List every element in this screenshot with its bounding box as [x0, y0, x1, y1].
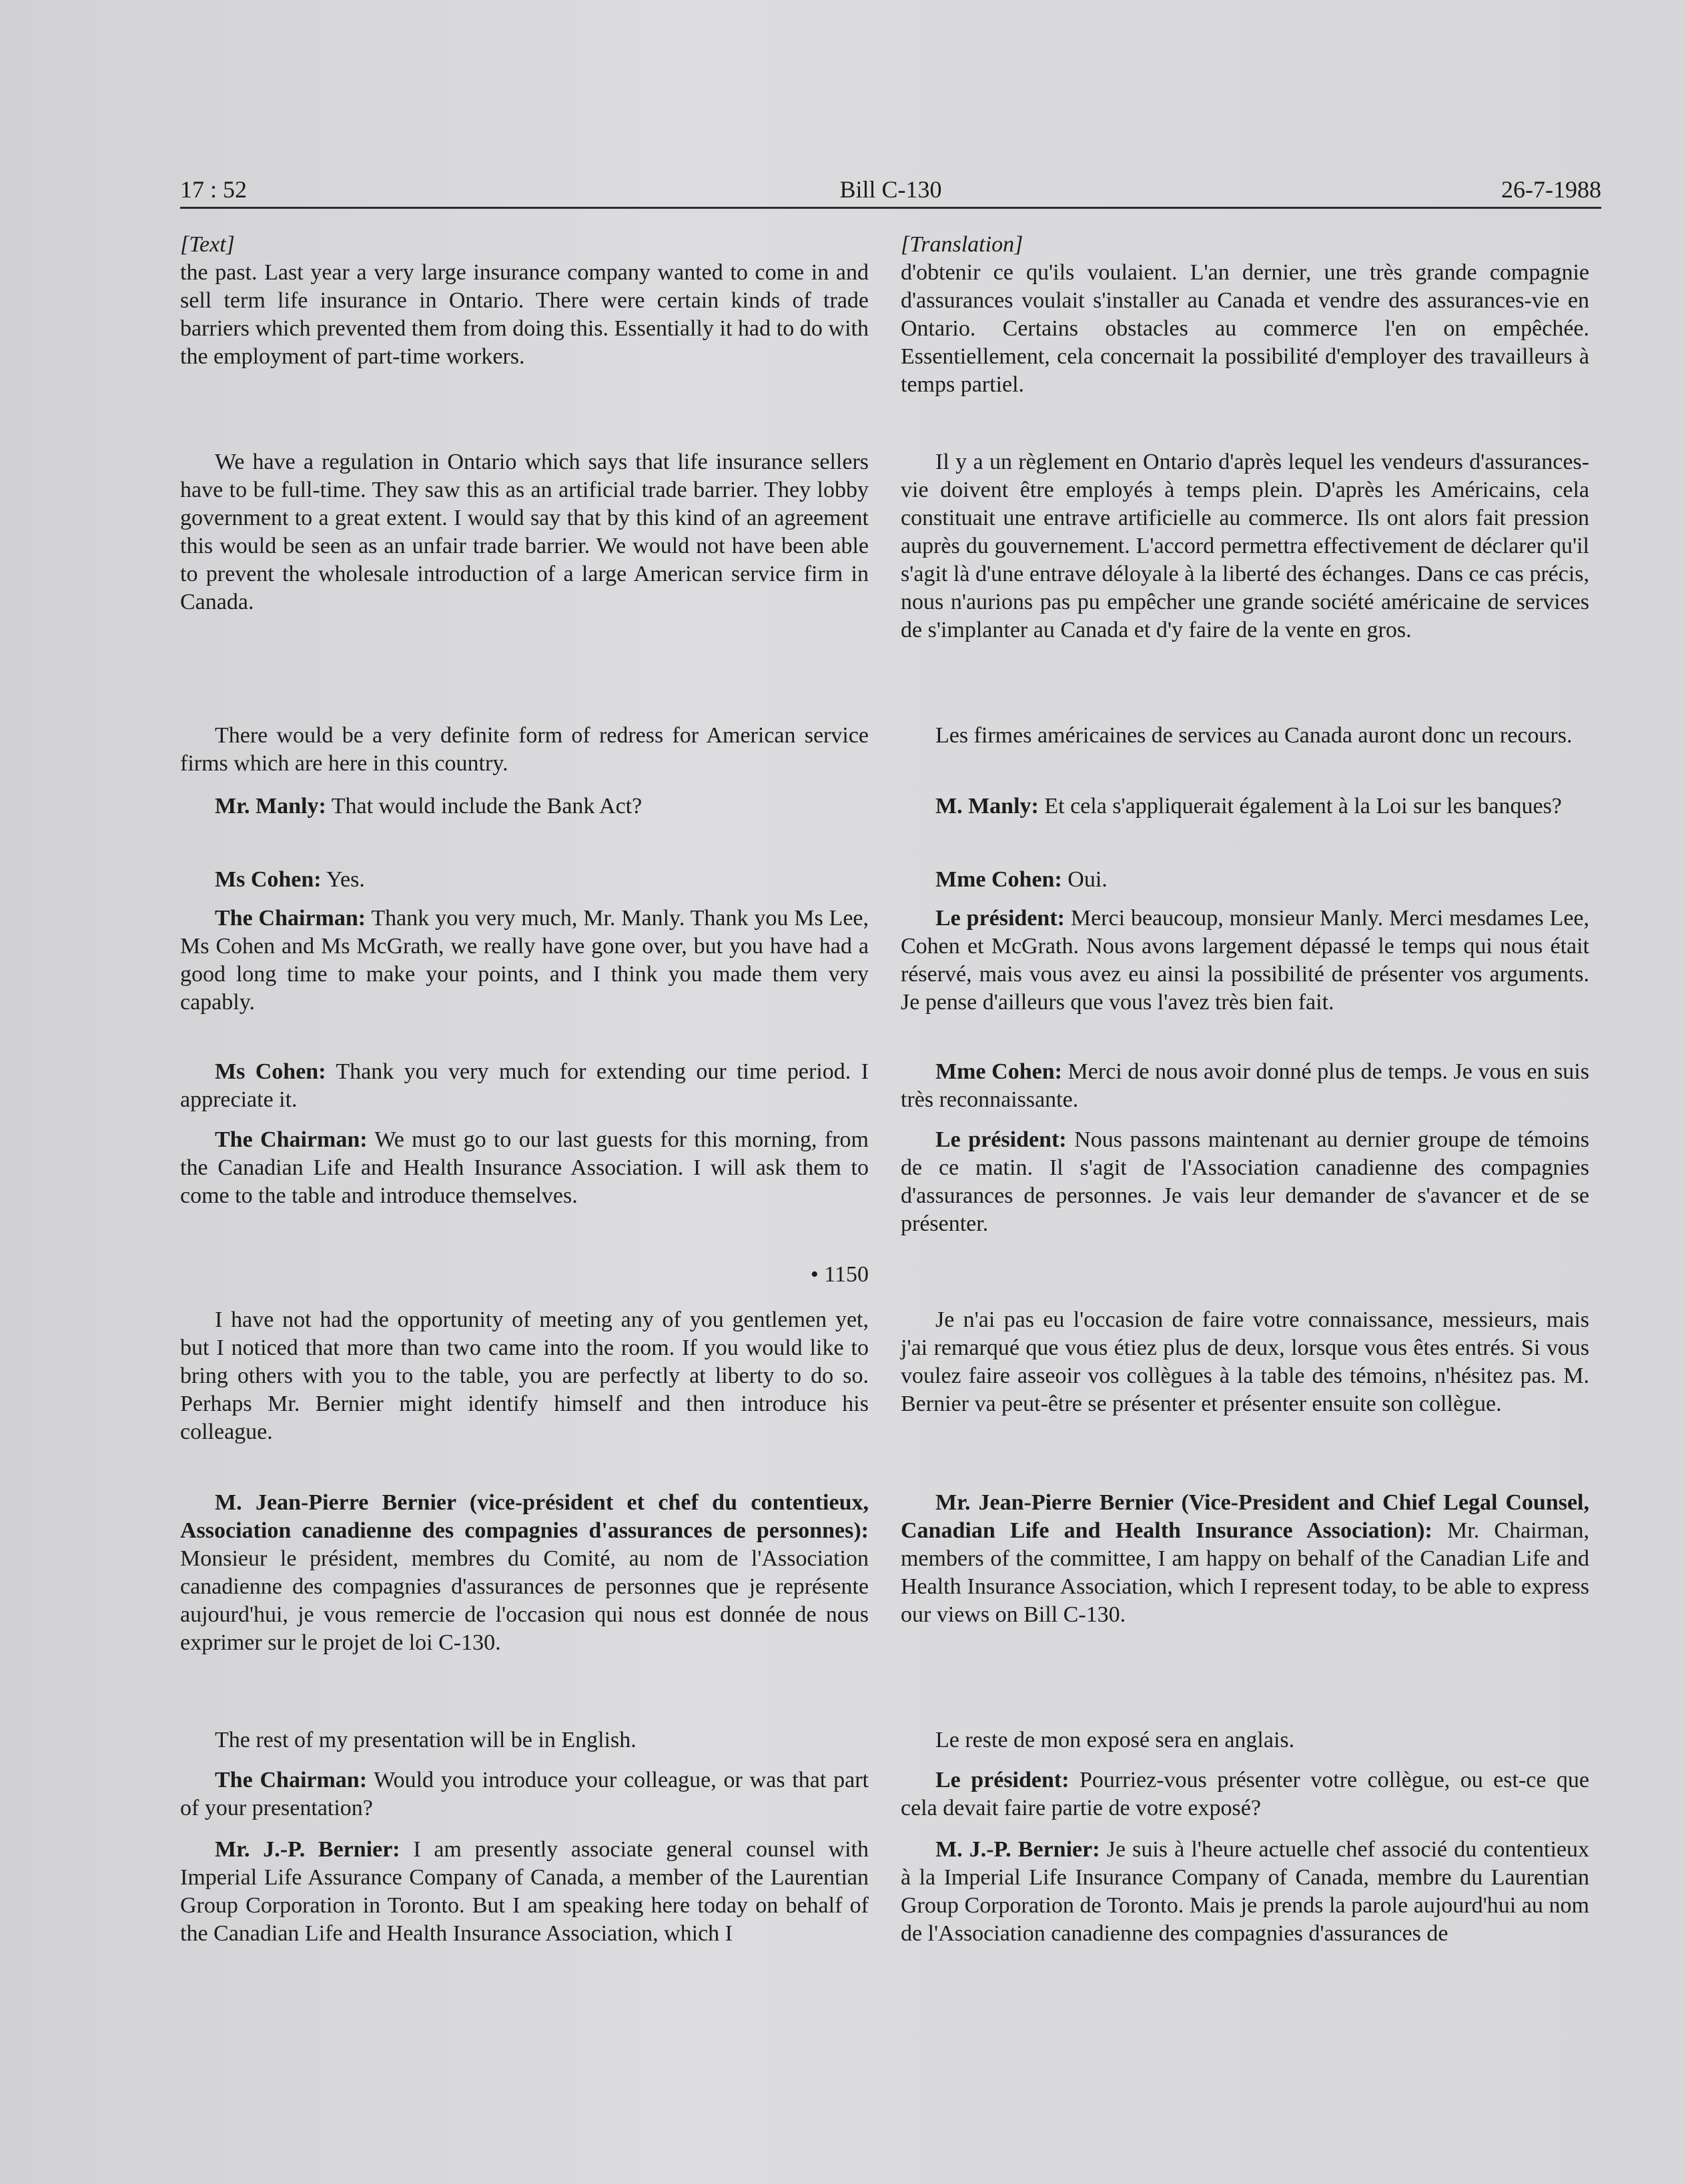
speech-text: Nous passons maintenant au dernier groupe de témoins de ce matin. Il s'agit de l'Association canadienne des compagnies d'assurances de personnes. Je vais leur demander de s'avancer et de se présenter. [901, 1127, 1590, 1236]
speech [180, 905, 869, 1017]
speech-text: That would include the Bank Act? [326, 794, 643, 818]
speaker: Mr. Jean-Pierre Bernier (Vice-President and Chief Legal Counsel, Canadian Life and Health Insurance Association): [901, 1490, 1589, 1543]
speech [901, 1058, 1589, 1114]
speaker: Ms Cohen: [215, 1059, 326, 1084]
speaker: Mme Cohen: [935, 1059, 1062, 1084]
speech [180, 1836, 869, 1948]
speech-text: Mr. Chairman, members of the committee, I am happy on behalf of the Canadian Life and Health Insurance Association, which I represent today, to be able to express our views on Bill C-130. [901, 1518, 1589, 1627]
speech-text: Pourriez-vous présenter votre collègue, ou est-ce que cela devait faire partie de votre exposé? [901, 1768, 1590, 1820]
page-date: 26-7-1988 [1501, 176, 1601, 203]
speaker: M. Jean-Pierre Bernier (vice-président et chef du contentieux, Association canadienne des compagnies d'assurances de personnes): [180, 1490, 869, 1543]
speech [180, 792, 869, 821]
speech [901, 1489, 1589, 1629]
speaker: The Chairman: [215, 906, 366, 931]
speech [180, 1058, 869, 1114]
speaker: Ms Cohen: [215, 867, 322, 892]
paragraph: d'obtenir ce qu'ils voulaient. L'an dernier, une très grande compagnie d'assurances voulait s'installer au Canada et vendre des assurances-vie en Ontario. Certains obstacles au commerce l'en on empêchée. Essentiellement, cela concernait la possibilité d'employer des travailleurs à temps partiel. [901, 260, 1589, 397]
speech-text: Thank you very much for extending our time period. I appreciate it. [180, 1059, 869, 1112]
speaker: Mr. Manly: [215, 794, 326, 818]
speech [901, 905, 1589, 1017]
paragraph: The rest of my presentation will be in English. [215, 1728, 637, 1752]
paragraph: Il y a un règlement en Ontario d'après lequel les vendeurs d'assurances-vie doivent être employés à temps plein. D'après les Américains, cela constituait une entrave artificielle au commerce. Ils ont alors fait pression auprès du gouvernement. L'accord permettra effectivement de déclarer qu'il s'agit là d'une entrave déloyale à la liberté des échanges. Dans ce cas précis, nous n'aurions pas pu empêcher une grande société américaine de services de s'implanter au Canada et d'y faire de la vente en gros. [901, 450, 1589, 642]
speaker: The Chairman: [215, 1768, 368, 1792]
speech-text: Oui. [1062, 867, 1108, 892]
speaker: Le président: [935, 1768, 1070, 1792]
speaker: Le président: [935, 1127, 1067, 1152]
speech-text: Would you introduce your colleague, or was that part of your presentation? [180, 1768, 869, 1820]
speech-text: Je suis à l'heure actuelle chef associé du contentieux à la Imperial Life Insurance Company of Canada, membre du Laurentian Group Corporation de Toronto. Mais je prends la parole aujourd'hui au nom de l'Association canadienne des compagnies d'assurances de [901, 1837, 1590, 1946]
speech [180, 866, 869, 894]
paragraph: the past. Last year a very large insurance company wanted to come in and sell term life insurance in Ontario. There were certain kinds of trade barriers which prevented them from doing this. Essentially it had to do with the employment of part-time workers. [180, 260, 869, 369]
speech [901, 792, 1589, 821]
paragraph: We have a regulation in Ontario which says that life insurance sellers have to be full-time. They saw this as an artificial trade barrier. They lobby government to a great extent. I would say that by this kind of an agreement this would be seen as an unfair trade barrier. We would not have been able to prevent the wholesale introduction of a large American service firm in Canada. [180, 450, 869, 614]
speech [901, 1836, 1589, 1948]
speech [180, 1766, 869, 1822]
speech [901, 1126, 1589, 1238]
text-tag: [Text] [180, 232, 235, 257]
speech [180, 1489, 869, 1657]
timestamp: • 1150 [810, 1262, 869, 1287]
speech [901, 1766, 1589, 1822]
speaker: M. J.-P. Bernier: [935, 1837, 1100, 1862]
paragraph: Le reste de mon exposé sera en anglais. [935, 1728, 1295, 1752]
speech-text: I am presently associate general counsel with Imperial Life Assurance Company of Canada, a member of the Laurentian Group Corporation in Toronto. But I am speaking here today on behalf of the Canadian Life and Health Insurance Association, which I [180, 1837, 869, 1946]
speech-text: Yes. [321, 867, 365, 892]
paragraph: Les firmes américaines de services au Canada auront donc un recours. [935, 723, 1573, 748]
speech [180, 1126, 869, 1210]
speech-text: We must go to our last guests for this morning, from the Canadian Life and Health Insurance Association. I will ask them to come to the table and introduce themselves. [180, 1127, 869, 1208]
speaker: Mme Cohen: [935, 867, 1062, 892]
speech-text: Merci de nous avoir donné plus de temps. Je vous en suis très reconnaissante. [901, 1059, 1589, 1112]
translation-tag: [Translation] [901, 232, 1023, 257]
paragraph: Je n'ai pas eu l'occasion de faire votre connaissance, messieurs, mais j'ai remarqué que vous étiez plus de deux, lorsque vous êtes entrés. Si vous voulez faire asseoir vos collègues à la table des témoins, n'hésitez pas. M. Bernier va peut-être se présenter et présenter ensuite son collègue. [901, 1307, 1589, 1416]
speech-text: Merci beaucoup, monsieur Manly. Merci mesdames Lee, Cohen et McGrath. Nous avons largement dépassé le temps qui nous était réservé, mais vous avez eu ainsi la possibilité de présenter vos arguments. Je pense d'ailleurs que vous l'avez très bien fait. [901, 906, 1590, 1015]
speech-text: Monsieur le président, membres du Comité, au nom de l'Association canadienne des compagnies d'assurances de personnes que je représente aujourd'hui, je vous remercie de l'occasion qui nous est donnée de nous exprimer sur le projet de loi C-130. [180, 1546, 869, 1655]
page-number: 17 : 52 [180, 176, 248, 203]
speech-text: Et cela s'appliquerait également à la Loi sur les banques? [1038, 794, 1562, 818]
speaker: The Chairman: [215, 1127, 368, 1152]
paragraph: There would be a very definite form of redress for American service firms which are here in this country. [180, 723, 869, 776]
speaker: Mr. J.-P. Bernier: [215, 1837, 400, 1862]
bill-title: Bill C-130 [839, 176, 942, 203]
speaker: Le président: [935, 906, 1065, 931]
speech-text: Thank you very much, Mr. Manly. Thank you Ms Lee, Ms Cohen and Ms McGrath, we really have gone over, but you have had a good long time to make your points, and I think you made them very capably. [180, 906, 869, 1015]
paragraph: I have not had the opportunity of meeting any of you gentlemen yet, but I noticed that more than two came into the room. If you would like to bring others with you to the table, you are perfectly at liberty to do so. Perhaps Mr. Bernier might identify himself and then introduce his colleague. [180, 1307, 869, 1444]
speech [901, 866, 1589, 894]
speaker: M. Manly: [935, 794, 1039, 818]
page-header [180, 172, 1601, 209]
